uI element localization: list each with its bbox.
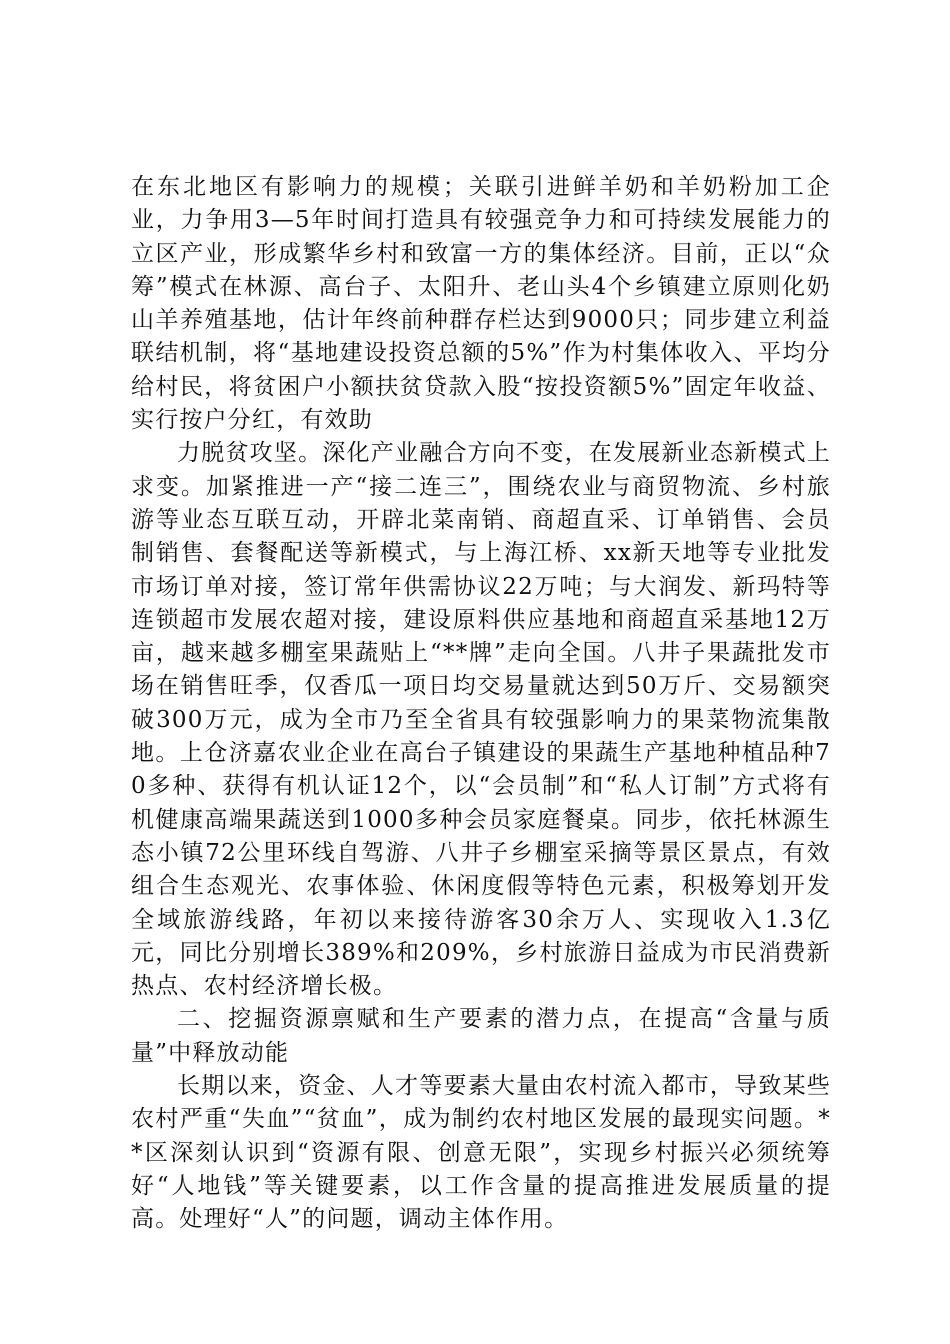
- paragraph-industry-integration: 力脱贫攻坚。深化产业融合方向不变，在发展新业态新模式上求变。加紧推进一产“接二连三”，围绕农业与商贸物流、乡村旅游等业态互联互动，开辟北菜南销、商超直采、订单销售、会员制销售、套餐配送等新模式，与上海江桥、xx新天地等专业批发市场订单对接，签订常年供需协议22万吨；与大润发、新玛特等连锁超市发展农超对接，建设原料供应基地和商超直采基地12万亩，越来越多棚室果蔬贴上“**牌”走向全国。八井子果蔬批发市场在销售旺季，仅香瓜一项日均交易量就达到50万斤、交易额突破300万元，成为全市乃至全省具有较强影响力的果菜物流集散地。上仓济嘉农业企业在高台子镇建设的果蔬生产基地种植品种70多种、获得有机认证12个，以“会员制”和“私人订制”方式将有机健康高端果蔬送到1000多种会员家庭餐桌。同步，依托林源生态小镇72公里环线自驾游、八井子乡棚室采摘等景区景点，有效组合生态观光、农事体验、休闲度假等特色元素，积极筹划开发全域旅游线路，年初以来接待游客30余万人、实现收入1.3亿元，同比分别增长389%和209%，乡村旅游日益成为市民消费新热点、农村经济增长极。: [131, 440, 831, 1000]
- section-heading-two: 二、挖掘资源禀赋和生产要素的潜力点，在提高“含量与质量”中释放动能: [131, 1006, 831, 1066]
- paragraph-resource-factors: 长期以来，资金、人才等要素大量由农村流入都市，导致某些农村严重“失血”“贫血”，成为制约农村地区发展的最现实问题。**区深刻认识到“资源有限、创意无限”，实现乡村振兴必须统筹好“人地钱”等关键要素，以工作含量的提高推进发展质量的提高。处理好“人”的问题，调动主体作用。: [131, 1073, 831, 1233]
- document-body: [131, 171, 831, 1237]
- paragraph-continued: 在东北地区有影响力的规模；关联引进鲜羊奶和羊奶粉加工企业，力争用3—5年时间打造具有较强竞争力和可持续发展能力的立区产业，形成繁华乡村和致富一方的集体经济。目前，正以“众筹”模式在林源、高台子、太阳升、老山头4个乡镇建立原则化奶山羊养殖基地，估计年终前种群存栏达到9000只；同步建立利益联结机制，将“基地建设投资总额的5%”作为村集体收入、平均分给村民，将贫困户小额扶贫贷款入股“按投资额5%”固定年收益、实行按户分红，有效助: [131, 174, 831, 434]
